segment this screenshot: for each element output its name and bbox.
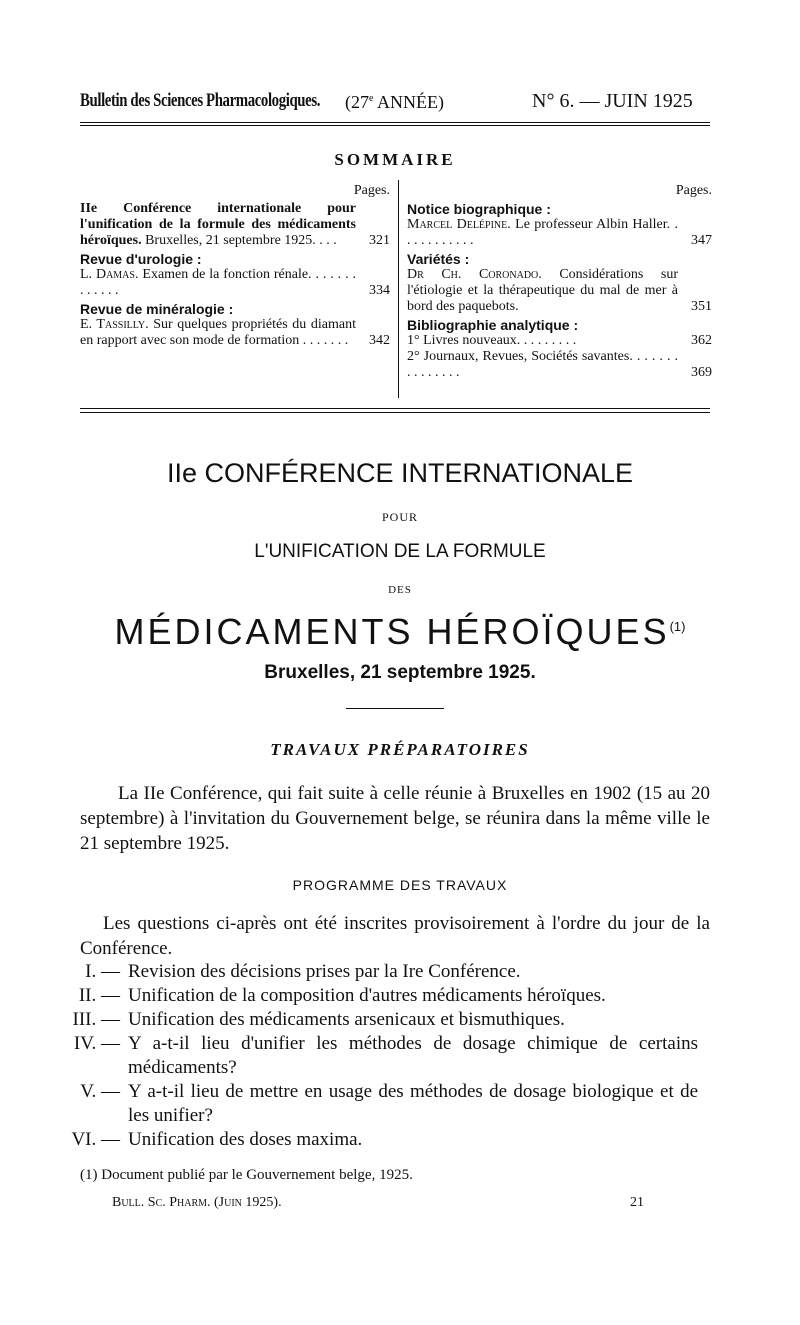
journal-title: Bulletin des Sciences Pharmacologiques.	[80, 90, 321, 111]
entry-page: 351	[691, 299, 712, 314]
list-text: Y a-t-il lieu de mettre en usage des méthodes de dosage biologique et de les unifier?	[128, 1081, 698, 1126]
sommaire-entry	[80, 317, 390, 349]
list-number: V. —	[80, 1081, 120, 1102]
footnote: (1) Document publié par le Gouvernement belge, 1925.	[80, 1167, 413, 1183]
header-rule-2	[80, 125, 710, 126]
programme-title: PROGRAMME DES TRAVAUX	[292, 877, 508, 893]
footer-citation: Bull. Sc. Pharm. (Juin 1925).	[112, 1195, 282, 1210]
sommaire-rule-2	[80, 412, 710, 413]
entry-author: E. Tassilly.	[80, 317, 149, 332]
entry-author: L. Damas.	[80, 267, 139, 282]
entry-heading: IIe Conférence internationale pour l'unification de la formule des médicaments héroïques.	[80, 201, 356, 248]
list-text: Y a-t-il lieu d'unifier les méthodes de dosage chimique de certains médicaments?	[128, 1033, 698, 1078]
entry-page: 347	[691, 233, 712, 248]
title-rule	[346, 708, 444, 709]
paragraph-intro: La IIe Conférence, qui fait suite à celle réunie à Bruxelles en 1902 (15 au 20 septembre) à l'invitation du Gouvernement belge, se réunira dans la même ville le 21 septembre 1925.	[80, 783, 710, 854]
entry-author: Dr Ch. Coronado.	[407, 267, 542, 282]
header-rule	[80, 122, 710, 123]
list-text: Unification de la composition d'autres médicaments héroïques.	[128, 985, 606, 1006]
entry-text: Bruxelles, 21 septembre 1925. . . .	[145, 233, 337, 248]
list-number: II. —	[78, 985, 120, 1006]
page-number: 21	[630, 1195, 644, 1210]
sommaire-entry	[407, 333, 712, 349]
section-heading: Notice biographique :	[407, 201, 551, 217]
section-heading: Bibliographie analytique :	[407, 317, 579, 333]
journal-year	[345, 92, 444, 113]
sommaire-entry	[80, 267, 390, 299]
list-text: Revision des décisions prises par la Ire Conférence.	[128, 961, 521, 982]
sommaire-rule	[80, 408, 710, 409]
sommaire-right-column	[407, 183, 712, 381]
list-text: Unification des doses maxima.	[128, 1129, 363, 1150]
entry-text: 1° Livres nouveaux. . . . . . . . .	[407, 333, 577, 348]
entry-text: Considérations sur l'étiologie et la thérapeutique du mal de mer à bord des paquebots.	[407, 267, 678, 314]
title1-text: IIe CONFÉRENCE INTERNATIONALE	[166, 458, 634, 488]
title3-text: MÉDICAMENTS HÉROÏQUES	[114, 611, 670, 652]
list-number: III. —	[72, 1009, 120, 1030]
sommaire-entry	[407, 349, 712, 381]
sommaire-entry	[80, 201, 390, 249]
paragraph-programme: Les questions ci-après ont été inscrites provisoirement à l'ordre du jour de la Conférence.	[80, 913, 710, 959]
sommaire-title: SOMMAIRE	[334, 150, 456, 169]
list-number: IV. —	[73, 1033, 120, 1054]
sommaire-entry	[407, 217, 712, 249]
article-title-line-2: L'UNIFICATION DE LA FORMULE	[254, 541, 546, 562]
entry-text: 2° Journaux, Revues, Sociétés savantes. . . . . . . . . . . . . . .	[407, 349, 678, 380]
entry-author: Marcel Delépine.	[407, 217, 511, 232]
section-heading: Variétés :	[407, 251, 470, 267]
section-heading: Revue d'urologie :	[80, 251, 202, 267]
year-prefix: (27	[345, 92, 369, 112]
column-divider	[398, 180, 399, 398]
sommaire-entry	[407, 267, 712, 315]
sommaire-left-column	[80, 183, 390, 349]
section-heading: Revue de minéralogie :	[80, 301, 234, 317]
article-title-line-3	[0, 611, 800, 653]
entry-page: 342	[369, 333, 390, 348]
year-sup: e	[369, 93, 374, 104]
list-number: VI. —	[71, 1129, 120, 1150]
entry-page: 369	[691, 365, 712, 380]
entry-page: 362	[691, 333, 712, 348]
article-title-line-1	[0, 458, 800, 489]
entry-text: Sur quelques propriétés du diamant en rapport avec son mode de formation . . . . . . .	[80, 317, 356, 348]
pages-label: Pages.	[675, 183, 712, 198]
article-title-des: DES	[388, 584, 412, 596]
entry-page: 334	[369, 283, 390, 298]
list-text: Unification des médicaments arsenicaux et bismuthiques.	[128, 1009, 565, 1030]
issue-date: N° 6. — JUIN 1925	[532, 90, 693, 112]
list-number: I. —	[85, 961, 120, 982]
year-suffix: ANNÉE)	[373, 92, 444, 112]
article-place-date: Bruxelles, 21 septembre 1925.	[264, 662, 536, 683]
entry-text: Examen de la fonction rénale. . . . . . . . . . . . .	[80, 267, 357, 298]
footnote-ref: (1)	[669, 619, 686, 634]
entry-text: Le professeur Albin Haller. . . . . . . . . . . .	[407, 217, 679, 248]
section-title: TRAVAUX PRÉPARATOIRES	[270, 740, 530, 759]
pages-label: Pages.	[353, 183, 390, 198]
article-title-pour: POUR	[381, 510, 418, 524]
entry-page: 321	[369, 233, 390, 248]
